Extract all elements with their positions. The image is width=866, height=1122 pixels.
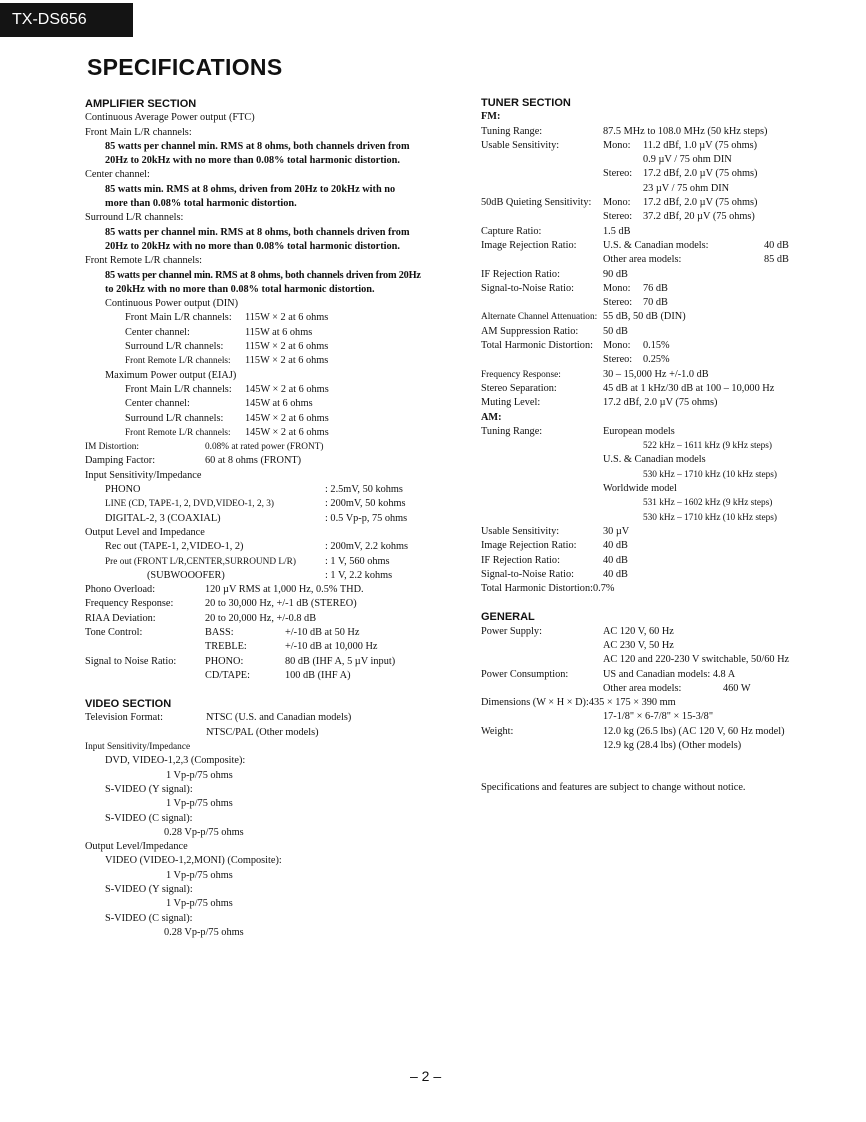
continuous-power-ftc-title: Continuous Average Power output (FTC) — [85, 112, 255, 124]
spec-row-snr-phono — [85, 655, 470, 669]
output-row-label: (SUBWOOOFER) — [147, 569, 225, 581]
spec-value: NTSC (U.S. and Canadian models) — [206, 712, 352, 724]
surround-spec-line: 20Hz to 20kHz with no more than 0.08% total harmonic distortion. — [105, 240, 400, 252]
spec-sublabel: Mono: — [603, 282, 631, 294]
spec-row-am-if — [481, 554, 826, 568]
spec-sublabel: U.S. & Canadian models — [603, 454, 706, 466]
spec-value: 50 dB — [603, 325, 628, 337]
spec-label: Weight: — [481, 725, 514, 737]
spec-label: Signal to Noise Ratio: — [85, 655, 177, 667]
spec-value: 0.08% at rated power (FRONT) — [205, 442, 324, 453]
spec-label: Dimensions (W × H × D): — [481, 697, 589, 709]
spec-label: Stereo Separation: — [481, 382, 557, 394]
spec-value: 460 W — [723, 682, 751, 694]
spec-label: Tuning Range: — [481, 125, 543, 137]
spec-label: Frequency Response: — [481, 369, 561, 380]
spec-row-am-euro-value — [481, 439, 826, 453]
eiaj-row-label: Surround L/R channels: — [125, 412, 224, 424]
spec-row-weight-2 — [481, 739, 826, 753]
spec-value: 435 × 175 × 390 mm — [588, 697, 676, 709]
video-input-value: 0.28 Vp-p/75 ohms — [164, 826, 244, 838]
eiaj-row-value: 145W at 6 ohms — [245, 398, 313, 410]
spec-sublabel: PHONO: — [205, 655, 244, 667]
spec-value: 40 dB — [764, 239, 789, 251]
spec-value: 17-1/8" × 6-7/8" × 15-3/8" — [603, 711, 714, 723]
spec-row-quieting-stereo — [481, 210, 826, 224]
spec-row-am-us-value — [481, 468, 826, 482]
input-row-label: DIGITAL-2, 3 (COAXIAL) — [105, 512, 221, 524]
eiaj-row-label: Center channel: — [125, 398, 190, 410]
eiaj-row — [85, 426, 470, 440]
eiaj-row — [85, 383, 470, 397]
am-heading: AM: — [481, 411, 502, 423]
eiaj-row — [85, 412, 470, 426]
spec-row-snr-cd — [85, 669, 470, 683]
din-row-label: Surround L/R channels: — [125, 341, 224, 353]
din-row-value: 115W × 2 at 6 ohms — [245, 312, 329, 324]
spec-row-dimensions — [481, 696, 826, 710]
front-main-spec-line: 20Hz to 20kHz with no more than 0.08% total harmonic distortion. — [105, 155, 400, 167]
front-remote-label: Front Remote L/R channels: — [85, 255, 202, 267]
spec-row-capture — [481, 225, 826, 239]
spec-sublabel: Stereo: — [603, 354, 633, 366]
spec-value: 12.0 kg (26.5 lbs) (AC 120 V, 60 Hz model) — [603, 725, 785, 737]
spec-value: AC 120 V, 60 Hz — [603, 625, 674, 637]
spec-value: 30 – 15,000 Hz +/-1.0 dB — [603, 368, 709, 380]
spec-row-am-world — [481, 482, 826, 496]
spec-label: IM Distortion: — [85, 442, 139, 453]
eiaj-row-value: 145W × 2 at 6 ohms — [245, 383, 329, 395]
din-row — [85, 354, 470, 368]
spec-value: 55 dB, 50 dB (DIN) — [603, 311, 686, 323]
spec-row-am-usable — [481, 525, 826, 539]
center-channel-label: Center channel: — [85, 169, 150, 181]
spec-sublabel: U.S. & Canadian models: — [603, 239, 709, 251]
spec-label: RIAA Deviation: — [85, 612, 156, 624]
spec-value: 0.25% — [643, 354, 670, 366]
video-output-value: 1 Vp-p/75 ohms — [166, 869, 233, 881]
eiaj-power-title: Maximum Power output (EIAJ) — [105, 369, 237, 381]
spec-value: 17.2 dBf, 2.0 µV (75 ohms) — [643, 197, 758, 209]
video-input-label: DVD, VIDEO-1,2,3 (Composite): — [105, 755, 246, 767]
input-row-label: PHONO — [105, 484, 141, 496]
spec-sublabel: Stereo: — [603, 168, 633, 180]
spec-value: NTSC/PAL (Other models) — [206, 726, 319, 738]
spec-value: 20 to 20,000 Hz, +/-0.8 dB — [205, 612, 317, 624]
spec-sublabel: Mono: — [603, 340, 631, 352]
spec-label: 50dB Quieting Sensitivity: — [481, 197, 592, 209]
output-row-value: : 1 V, 560 ohms — [325, 555, 390, 567]
spec-sublabel: Mono: — [603, 139, 631, 151]
din-power-title: Continuous Power output (DIN) — [105, 298, 238, 310]
spec-row-am-world-value — [481, 511, 826, 525]
spec-sublabel: Mono: — [603, 197, 631, 209]
video-output-title: Output Level/Impedance — [85, 841, 188, 853]
surround-label: Surround L/R channels: — [85, 212, 184, 224]
input-row — [85, 483, 470, 497]
page-title: SPECIFICATIONS — [87, 54, 283, 80]
spec-value: 40 dB — [603, 568, 628, 580]
spec-row-muting — [481, 396, 826, 410]
din-row-label: Center channel: — [125, 326, 190, 338]
spec-row-tone-bass — [85, 626, 470, 640]
spec-value: 60 at 8 ohms (FRONT) — [205, 455, 302, 467]
spec-value: 20 to 30,000 Hz, +/-1 dB (STEREO) — [205, 598, 357, 610]
tuner-section-heading: TUNER SECTION — [481, 97, 571, 109]
video-output-value: 1 Vp-p/75 ohms — [166, 898, 233, 910]
front-remote-spec-line: 85 watts per channel min. RMS at 8 ohms, both channels driven from 20Hz — [105, 269, 421, 281]
spec-value: 70 dB — [643, 297, 668, 309]
video-input-value: 1 Vp-p/75 ohms — [166, 769, 233, 781]
eiaj-row-label: Front Main L/R channels: — [125, 383, 232, 395]
spec-sublabel: Other area models: — [603, 682, 682, 694]
output-level-title: Output Level and Impedance — [85, 526, 205, 538]
input-sensitivity-title: Input Sensitivity/Impedance — [85, 469, 202, 481]
general-section-heading: GENERAL — [481, 611, 535, 624]
spec-row-am-us — [481, 453, 826, 467]
spec-row-power-consumption — [481, 668, 826, 682]
spec-row-tone-treble — [85, 640, 470, 654]
spec-value: 100 dB (IHF A) — [285, 669, 351, 681]
input-row-value: : 200mV, 50 kohms — [325, 498, 406, 510]
spec-row-am-world-value — [481, 496, 826, 510]
front-main-spec-line: 85 watts per channel min. RMS at 8 ohms, both channels driven from — [105, 140, 410, 152]
spec-row-dimensions-2 — [481, 710, 826, 724]
spec-row-am-thd — [481, 582, 826, 596]
eiaj-row-label: Front Remote L/R channels: — [125, 427, 231, 438]
spec-row-power-consumption-other — [481, 682, 826, 696]
input-row-label: LINE (CD, TAPE-1, 2, DVD,VIDEO-1, 2, 3) — [105, 499, 274, 510]
video-input-label: S-VIDEO (C signal): — [105, 812, 193, 824]
spec-label: Image Rejection Ratio: — [481, 540, 577, 552]
spec-label: Frequency Response: — [85, 598, 174, 610]
din-row-label: Front Main L/R channels: — [125, 312, 232, 324]
video-input-value: 1 Vp-p/75 ohms — [166, 798, 233, 810]
spec-row-stereo-separation — [481, 382, 826, 396]
din-row — [85, 311, 470, 325]
output-row — [85, 540, 470, 554]
spec-value: +/-10 dB at 10,000 Hz — [285, 641, 378, 653]
page-number: – 2 – — [410, 1068, 442, 1084]
change-notice: Specifications and features are subject to change without notice. — [481, 782, 746, 794]
spec-value: 37.2 dBf, 20 µV (75 ohms) — [643, 211, 755, 223]
spec-value: +/-10 dB at 50 Hz — [285, 626, 360, 638]
spec-value: 1.5 dB — [603, 225, 631, 237]
spec-value: AC 230 V, 50 Hz — [603, 639, 674, 651]
input-row-value: : 2.5mV, 50 kohms — [325, 484, 403, 496]
video-input-label: S-VIDEO (Y signal): — [105, 783, 193, 795]
video-output-label: VIDEO (VIDEO-1,2,MONI) (Composite): — [105, 855, 282, 867]
spec-value: 30 µV — [603, 525, 630, 537]
input-row — [85, 497, 470, 511]
surround-spec-line: 85 watts per channel min. RMS at 8 ohms, both channels driven from — [105, 226, 410, 238]
spec-row-thd-mono — [481, 339, 826, 353]
output-row-label: Rec out (TAPE-1, 2,VIDEO-1, 2) — [105, 541, 244, 553]
spec-row-phono-overload — [85, 583, 470, 597]
spec-row-power-supply — [481, 625, 826, 639]
spec-row-im-distortion — [85, 440, 470, 454]
spec-row-image-other — [481, 253, 826, 267]
spec-value: AC 120 and 220-230 V switchable, 50/60 Hz — [603, 654, 790, 666]
spec-label: IF Rejection Ratio: — [481, 554, 560, 566]
spec-label: Signal-to-Noise Ratio: — [481, 282, 574, 294]
din-row-value: 115W at 6 ohms — [245, 326, 313, 338]
model-label: TX-DS656 — [0, 3, 133, 37]
spec-row-am-tuning-euro — [481, 425, 826, 439]
spec-label: IF Rejection Ratio: — [481, 268, 560, 280]
spec-row-snr-stereo — [481, 296, 826, 310]
spec-value: 531 kHz – 1602 kHz (9 kHz steps) — [643, 498, 773, 509]
spec-sublabel: European models — [603, 425, 675, 437]
output-row-value: : 1 V, 2.2 kohms — [325, 569, 393, 581]
spec-row-am-snr — [481, 568, 826, 582]
spec-sublabel: Stereo: — [603, 211, 633, 223]
spec-label: Signal-to-Noise Ratio: — [481, 568, 574, 580]
spec-label: Television Format: — [85, 712, 163, 724]
spec-value: 23 µV / 75 ohm DIN — [643, 182, 730, 194]
spec-label: Usable Sensitivity: — [481, 525, 560, 537]
spec-value: 11.2 dBf, 1.0 µV (75 ohms) — [643, 139, 758, 151]
spec-value: 0.15% — [643, 340, 670, 352]
spec-row-quieting-mono — [481, 196, 826, 210]
spec-value: 530 kHz – 1710 kHz (10 kHz steps) — [643, 469, 778, 480]
spec-value: US and Canadian models: 4.8 A — [603, 668, 736, 680]
spec-row-usable-stereo-din — [481, 182, 826, 196]
spec-value: 12.9 kg (28.4 lbs) (Other models) — [603, 740, 742, 752]
input-row — [85, 512, 470, 526]
spec-value: 80 dB (IHF A, 5 µV input) — [285, 655, 396, 667]
spec-row-riaa — [85, 612, 470, 626]
eiaj-row-value: 145W × 2 at 6 ohms — [245, 412, 329, 424]
din-row-value: 115W × 2 at 6 ohms — [245, 355, 329, 367]
front-main-label: Front Main L/R channels: — [85, 126, 192, 138]
din-row-value: 115W × 2 at 6 ohms — [245, 341, 329, 353]
spec-label: Power Consumption: — [481, 668, 569, 680]
spec-value: 40 dB — [603, 554, 628, 566]
spec-value: 85 dB — [764, 254, 789, 266]
center-spec-line: 85 watts min. RMS at 8 ohms, driven from 20Hz to 20kHz with no — [105, 183, 396, 195]
spec-row-tv-format-2 — [85, 726, 470, 740]
spec-value: 17.2 dBf, 2.0 µV (75 ohms) — [603, 397, 718, 409]
din-row — [85, 340, 470, 354]
spec-row-snr-mono — [481, 282, 826, 296]
output-row-value: : 200mV, 2.2 kohms — [325, 541, 409, 553]
spec-row-usable-mono — [481, 139, 826, 153]
spec-label: AM Suppression Ratio: — [481, 325, 579, 337]
spec-row-am-image — [481, 539, 826, 553]
spec-row-fm-tuning-range — [481, 125, 826, 139]
spec-value: 120 µV RMS at 1,000 Hz, 0.5% THD. — [205, 584, 364, 596]
spec-label: Muting Level: — [481, 397, 541, 409]
spec-label: Damping Factor: — [85, 455, 156, 467]
spec-value: 45 dB at 1 kHz/30 dB at 100 – 10,000 Hz — [603, 382, 775, 394]
spec-value: 17.2 dBf, 2.0 µV (75 ohms) — [643, 168, 758, 180]
spec-label: Power Supply: — [481, 625, 542, 637]
spec-value: 0.9 µV / 75 ohm DIN — [643, 154, 732, 166]
spec-label: Tone Control: — [85, 626, 143, 638]
video-output-label: S-VIDEO (Y signal): — [105, 884, 193, 896]
spec-label: Phono Overload: — [85, 584, 156, 596]
spec-row-power-supply-2 — [481, 639, 826, 653]
spec-value: 76 dB — [643, 282, 668, 294]
spec-label: Alternate Channel Attenuation: — [481, 312, 598, 323]
spec-label: Total Harmonic Distortion: — [481, 340, 593, 352]
spec-row-if-rejection — [481, 268, 826, 282]
input-row-value: : 0.5 Vp-p, 75 ohms — [325, 512, 408, 524]
spec-row-alternate-channel — [481, 310, 826, 324]
din-row-label: Front Remote L/R channels: — [125, 356, 231, 367]
spec-row-power-supply-3 — [481, 653, 826, 667]
spec-sublabel: TREBLE: — [205, 641, 247, 653]
spec-row-usable-stereo — [481, 167, 826, 181]
spec-value: 87.5 MHz to 108.0 MHz (50 kHz steps) — [603, 125, 768, 137]
eiaj-row-value: 145W × 2 at 6 ohms — [245, 426, 329, 438]
spec-value: 0.7% — [592, 583, 615, 595]
spec-sublabel: Stereo: — [603, 297, 633, 309]
spec-row-tv-format — [85, 711, 470, 725]
spec-row-frequency-response — [85, 597, 470, 611]
spec-label: Image Rejection Ratio: — [481, 239, 577, 251]
din-row — [85, 326, 470, 340]
spec-value: 530 kHz – 1710 kHz (10 kHz steps) — [643, 512, 778, 523]
spec-row-thd-stereo — [481, 353, 826, 367]
spec-sublabel: Other area models: — [603, 254, 682, 266]
amplifier-section-heading: AMPLIFIER SECTION — [85, 98, 197, 110]
eiaj-row — [85, 397, 470, 411]
output-row — [85, 569, 470, 583]
spec-sublabel: CD/TAPE: — [205, 669, 250, 681]
spec-label: Usable Sensitivity: — [481, 139, 560, 151]
spec-sublabel: BASS: — [205, 626, 234, 638]
video-section-heading: VIDEO SECTION — [85, 698, 172, 711]
output-row-label: Pre out (FRONT L/R,CENTER,SURROUND L/R) — [105, 556, 296, 567]
spec-row-image-us — [481, 239, 826, 253]
spec-label: Total Harmonic Distortion: — [481, 583, 593, 595]
spec-row-frequency-response — [481, 368, 826, 382]
video-input-title: Input Sensitivity/Impedance — [85, 742, 191, 753]
video-output-value: 0.28 Vp-p/75 ohms — [164, 926, 244, 938]
spec-label: Tuning Range: — [481, 425, 543, 437]
spec-sublabel: Worldwide model — [603, 483, 677, 495]
spec-row-damping — [85, 454, 470, 468]
fm-heading: FM: — [481, 111, 501, 123]
left-column — [85, 97, 470, 940]
spec-row-am-suppression — [481, 325, 826, 339]
spec-row-usable-mono-din — [481, 153, 826, 167]
center-spec-line: more than 0.08% total harmonic distortion. — [105, 198, 297, 210]
video-output-label: S-VIDEO (C signal): — [105, 912, 193, 924]
spec-label: Capture Ratio: — [481, 225, 542, 237]
spec-value: 90 dB — [603, 268, 628, 280]
spec-value: 522 kHz – 1611 kHz (9 kHz steps) — [643, 441, 773, 452]
front-remote-spec-line: to 20kHz with no more than 0.08% total harmonic distortion. — [105, 283, 375, 295]
spec-row-weight — [481, 725, 826, 739]
right-column — [481, 96, 826, 796]
output-row — [85, 555, 470, 569]
spec-value: 40 dB — [603, 540, 628, 552]
